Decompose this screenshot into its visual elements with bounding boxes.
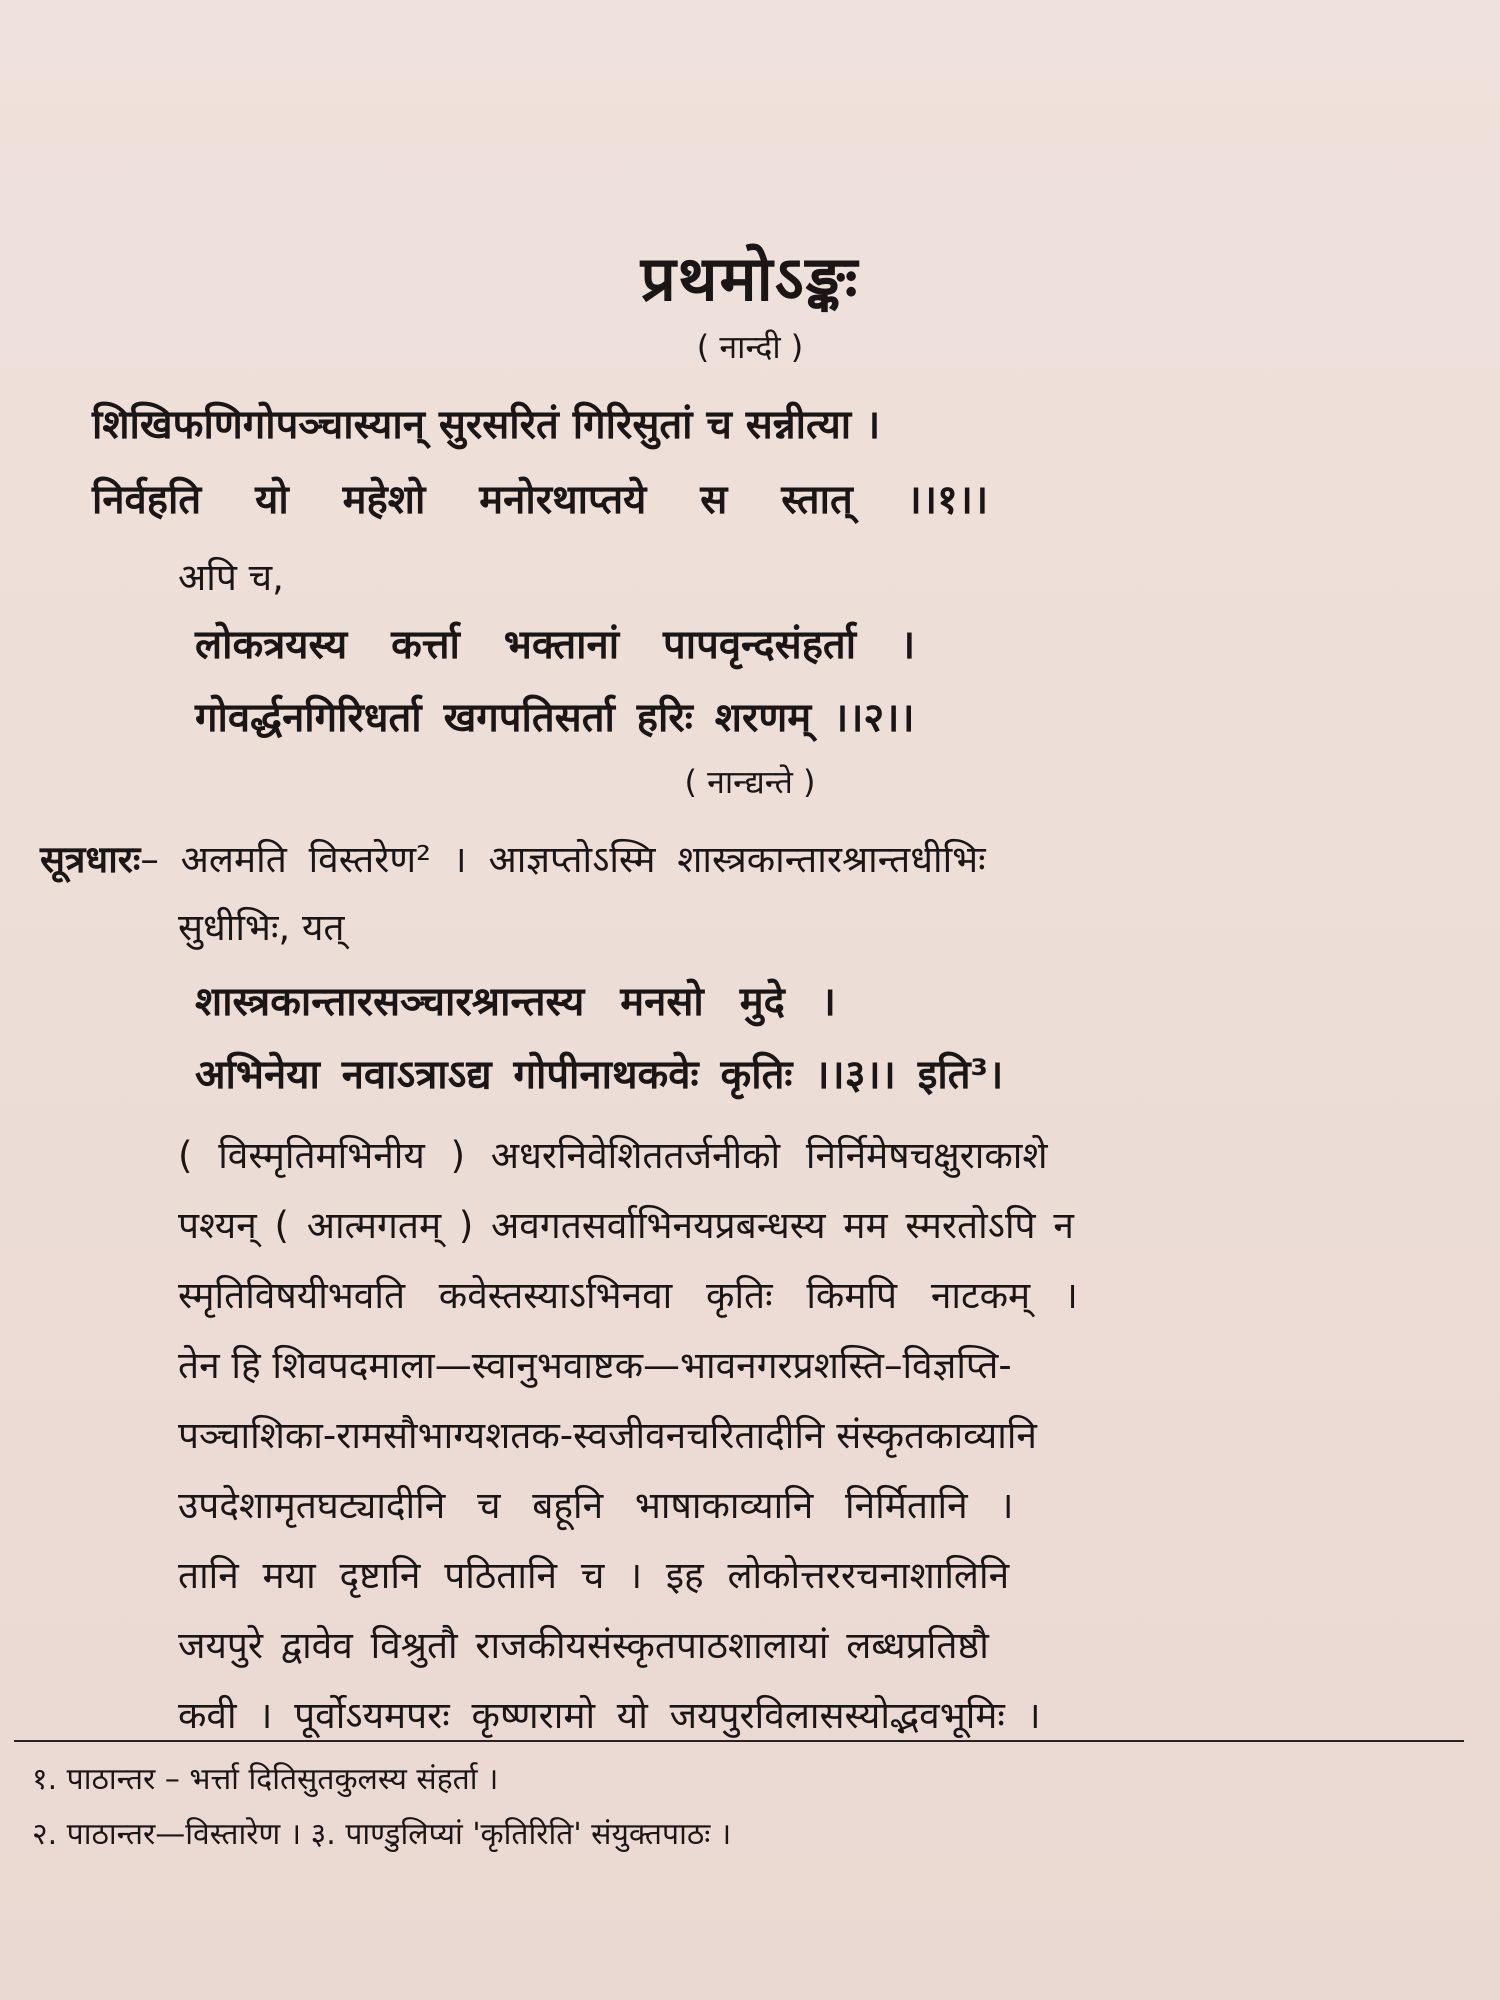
footnote-1: १. पाठान्तर – भर्त्ता दितिसुतकुलस्य संहर्ता । — [32, 1762, 499, 1797]
nandyante-label: ( नान्द्यन्ते ) — [684, 763, 816, 801]
prose-line: जयपुरे द्वावेव विश्रुतौ राजकीयसंस्कृतपाठशालायां लब्धप्रतिष्ठौ — [178, 1624, 989, 1667]
prose-line: ( विस्मृतिमभिनीय ) अधरनिवेशिततर्जनीको निर्निमेषचक्षुराकाशे — [178, 1134, 1048, 1177]
sutradhara-speech: – अलमति विस्तरेण² । आज्ञप्तोऽस्मि शास्त्रकान्तारश्रान्तधीभिः — [140, 838, 986, 881]
footnote-rule — [14, 1740, 1464, 1742]
prose-line: पञ्चाशिका-रामसौभाग्यशतक-स्वजीवनचरितादीनि संस्कृतकाव्यानि — [178, 1414, 1037, 1457]
nandi-label: ( नान्दी ) — [696, 328, 804, 366]
prose-line: कवी । पूर्वोऽयमपरः कृष्णरामो यो जयपुरविलासस्योद्भवभूमिः । — [178, 1694, 1041, 1737]
sutradhara-line-1 — [40, 832, 986, 883]
api-cha: अपि च, — [178, 556, 284, 599]
prose-line: उपदेशामृतघट्यादीनि च बहूनि भाषाकाव्यानि निर्मितानि । — [178, 1484, 1014, 1527]
verse-3-line-1: शास्त्रकान्तारसञ्चारश्रान्तस्य मनसो मुदे । — [195, 979, 836, 1025]
prose-line: तेन हि शिवपदमाला—स्वानुभवाष्टक—भावनगरप्रशस्ति–विज्ञप्ति- — [178, 1344, 1012, 1387]
verse-2-line-2: गोवर्द्धनगिरिधर्ता खगपतिसर्ता हरिः शरणम् ।।२।। — [195, 695, 915, 741]
verse-1-line-2: निर्वहति यो महेशो मनोरथाप्तये स स्तात् ।।१।। — [92, 477, 989, 523]
verse-1-line-1: शिखिफणिगोपञ्चास्यान् सुरसरितं गिरिसुतां च सन्नीत्या । — [92, 402, 881, 448]
speaker-sutradhara: सूत्रधारः — [40, 838, 141, 881]
prose-line: तानि मया दृष्टानि पठितानि च । इह लोकोत्तररचनाशालिनि — [178, 1554, 1010, 1597]
verse-3-line-2: अभिनेया नवाऽत्राऽद्य गोपीनाथकवेः कृतिः ।।३।। इति³। — [195, 1052, 1004, 1098]
sutradhara-line-2: सुधीभिः, यत् — [178, 906, 345, 949]
prose-line: स्मृतिविषयीभवति कवेस्तस्याऽभिनवा कृतिः किमपि नाटकम् । — [178, 1274, 1078, 1317]
verse-2-line-1: लोकत्रयस्य कर्त्ता भक्तानां पापवृन्दसंहर्ता । — [195, 622, 916, 668]
prose-line: पश्यन् ( आत्मगतम् ) अवगतसर्वाभिनयप्रबन्धस्य मम स्मरतोऽपि न — [178, 1204, 1074, 1247]
footnote-2: २. पाठान्तर—विस्तारेण । ३. पाण्डुलिप्यां 'कृतिरिति' संयुक्तपाठः । — [32, 1817, 732, 1852]
act-heading: प्रथमोऽङ्कः — [640, 242, 860, 315]
